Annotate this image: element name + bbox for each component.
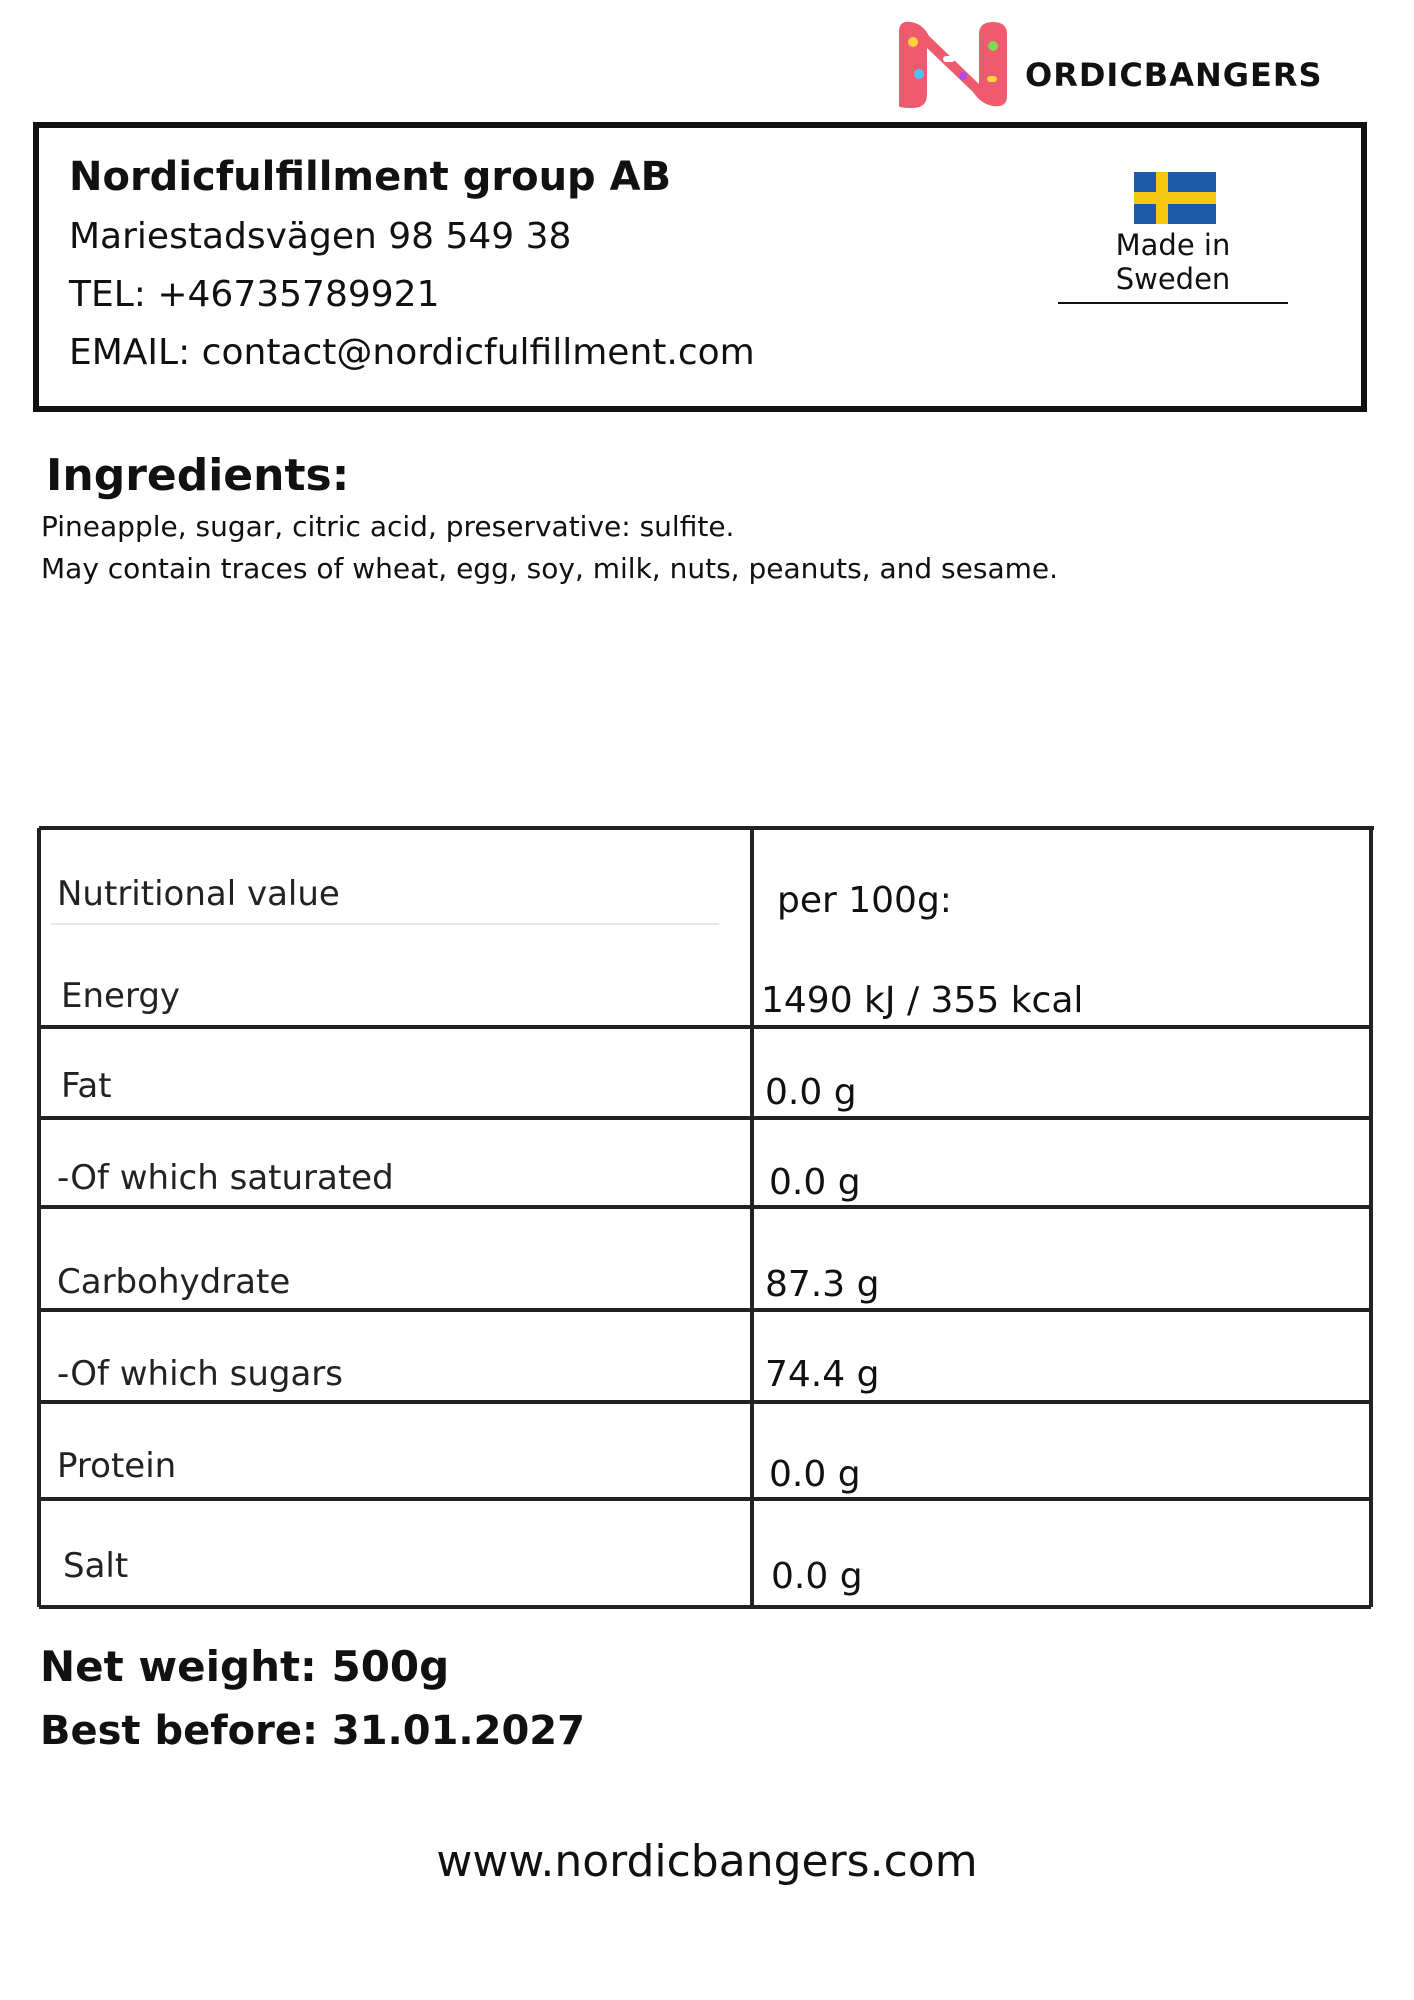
nutrition-header-value: per 100g: — [777, 880, 952, 921]
nutrition-row-value: 0.0 g — [769, 1162, 861, 1203]
nutrition-row-value: 0.0 g — [771, 1556, 863, 1597]
made-in-sweden-label: Made in Sweden — [1058, 228, 1288, 304]
allergen-notice: May contain traces of wheat, egg, soy, milk, nuts, peanuts, and sesame. — [41, 552, 1059, 585]
ingredients-title: Ingredients: — [46, 450, 350, 501]
logo-letter-n-icon — [893, 18, 1023, 110]
nutrition-row-value: 87.3 g — [765, 1264, 880, 1305]
nutrition-header-label: Nutritional value — [57, 874, 340, 914]
nutrition-table-grid — [37, 826, 1374, 1609]
nutrition-row-label: -Of which saturated — [57, 1158, 394, 1198]
nutrition-table — [37, 826, 1374, 1609]
sweden-flag-icon — [1134, 172, 1216, 224]
net-weight: Net weight: 500g — [40, 1642, 450, 1691]
best-before-date: Best before: 31.01.2027 — [40, 1708, 585, 1754]
nutrition-row-value: 0.0 g — [769, 1454, 861, 1495]
company-email: EMAIL: contact@nordicfulfillment.com — [69, 332, 755, 373]
nutrition-row-label: Carbohydrate — [57, 1262, 291, 1302]
company-phone: TEL: +46735789921 — [69, 274, 440, 315]
website-url: www.nordicbangers.com — [436, 1836, 978, 1887]
company-name: Nordicfulfillment group AB — [69, 154, 672, 200]
nutrition-row-label: -Of which sugars — [57, 1354, 343, 1394]
company-address: Mariestadsvägen 98 549 38 — [69, 216, 572, 257]
nutrition-row-label: Energy — [61, 976, 181, 1016]
logo-text: ORDICBANGERS — [1025, 56, 1323, 94]
nutrition-row-value: 74.4 g — [765, 1354, 880, 1395]
nutrition-row-label: Protein — [57, 1446, 177, 1486]
ingredients-list: Pineapple, sugar, citric acid, preservative: sulfite. — [41, 510, 735, 543]
nutrition-row-label: Fat — [61, 1066, 112, 1106]
nutrition-row-value: 0.0 g — [765, 1072, 857, 1113]
nordicbangers-logo — [893, 18, 1323, 118]
nutrition-row-label: Salt — [63, 1546, 129, 1586]
nutrition-row-value: 1490 kJ / 355 kcal — [761, 980, 1084, 1021]
